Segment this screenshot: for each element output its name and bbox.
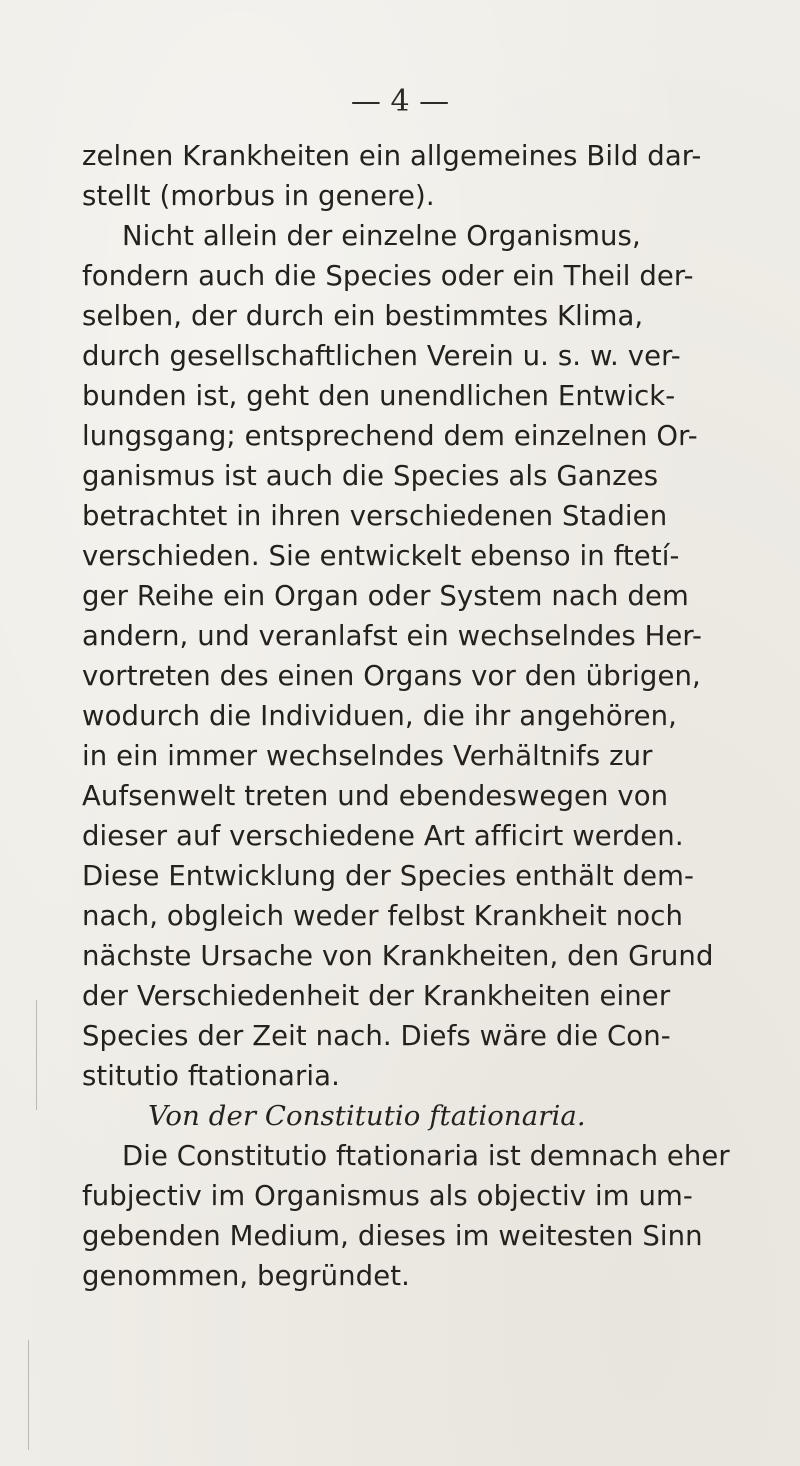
text-line: betrachtet in ihren verschiedenen Stadien	[82, 500, 668, 532]
text-line: durch gesellschaftlichen Verein u. s. w. ver-	[82, 340, 681, 372]
text-line: in ein immer wechselndes Verhältnifs zur	[82, 740, 653, 772]
text-line: genommen, begründet.	[82, 1260, 410, 1292]
text-line: ganismus ist auch die Species als Ganzes	[82, 460, 659, 492]
text-line: Species der Zeit nach. Diefs wäre die Con-	[82, 1020, 671, 1052]
page-number: — 4 —	[350, 84, 450, 119]
section-heading: Von der Constitutio ftationaria.	[148, 1100, 586, 1132]
text-line: gebenden Medium, dieses im weitesten Sinn	[82, 1220, 703, 1252]
text-line: wodurch die Individuen, die ihr angehören,	[82, 700, 677, 732]
text-line: nächste Ursache von Krankheiten, den Grund	[82, 940, 714, 972]
text-line: der Verschiedenheit der Krankheiten einer	[82, 980, 671, 1012]
margin-line	[28, 1340, 29, 1450]
text-line: Nicht allein der einzelne Organismus,	[122, 220, 641, 252]
text-line: selben, der durch ein bestimmtes Klima,	[82, 300, 644, 332]
text-line: vortreten des einen Organs vor den übrigen,	[82, 660, 701, 692]
text-line: stellt (morbus in genere).	[82, 180, 435, 212]
text-line: fubjectiv im Organismus als objectiv im um-	[82, 1180, 693, 1212]
text-line: verschieden. Sie entwickelt ebenso in ftetí-	[82, 540, 680, 572]
text-line: andern, und veranlafst ein wechselndes Her-	[82, 620, 703, 652]
text-line: ger Reihe ein Organ oder System nach dem	[82, 580, 689, 612]
text-line: fondern auch die Species oder ein Theil der-	[82, 260, 694, 292]
text-line: dieser auf verschiedene Art afficirt werden.	[82, 820, 684, 852]
text-line: zelnen Krankheiten ein allgemeines Bild dar-	[82, 140, 702, 172]
text-line: lungsgang; entsprechend dem einzelnen Or-	[82, 420, 698, 452]
text-line: nach, obgleich weder felbst Krankheit noch	[82, 900, 683, 932]
text-line: Diese Entwicklung der Species enthält dem-	[82, 860, 695, 892]
text-line: bunden ist, geht den unendlichen Entwick-	[82, 380, 676, 412]
text-line: stitutio ftationaria.	[82, 1060, 340, 1092]
text-line: Die Constitutio ftationaria ist demnach eher	[122, 1140, 730, 1172]
text-line: Aufsenwelt treten und ebendeswegen von	[82, 780, 669, 812]
margin-line	[36, 1000, 37, 1110]
